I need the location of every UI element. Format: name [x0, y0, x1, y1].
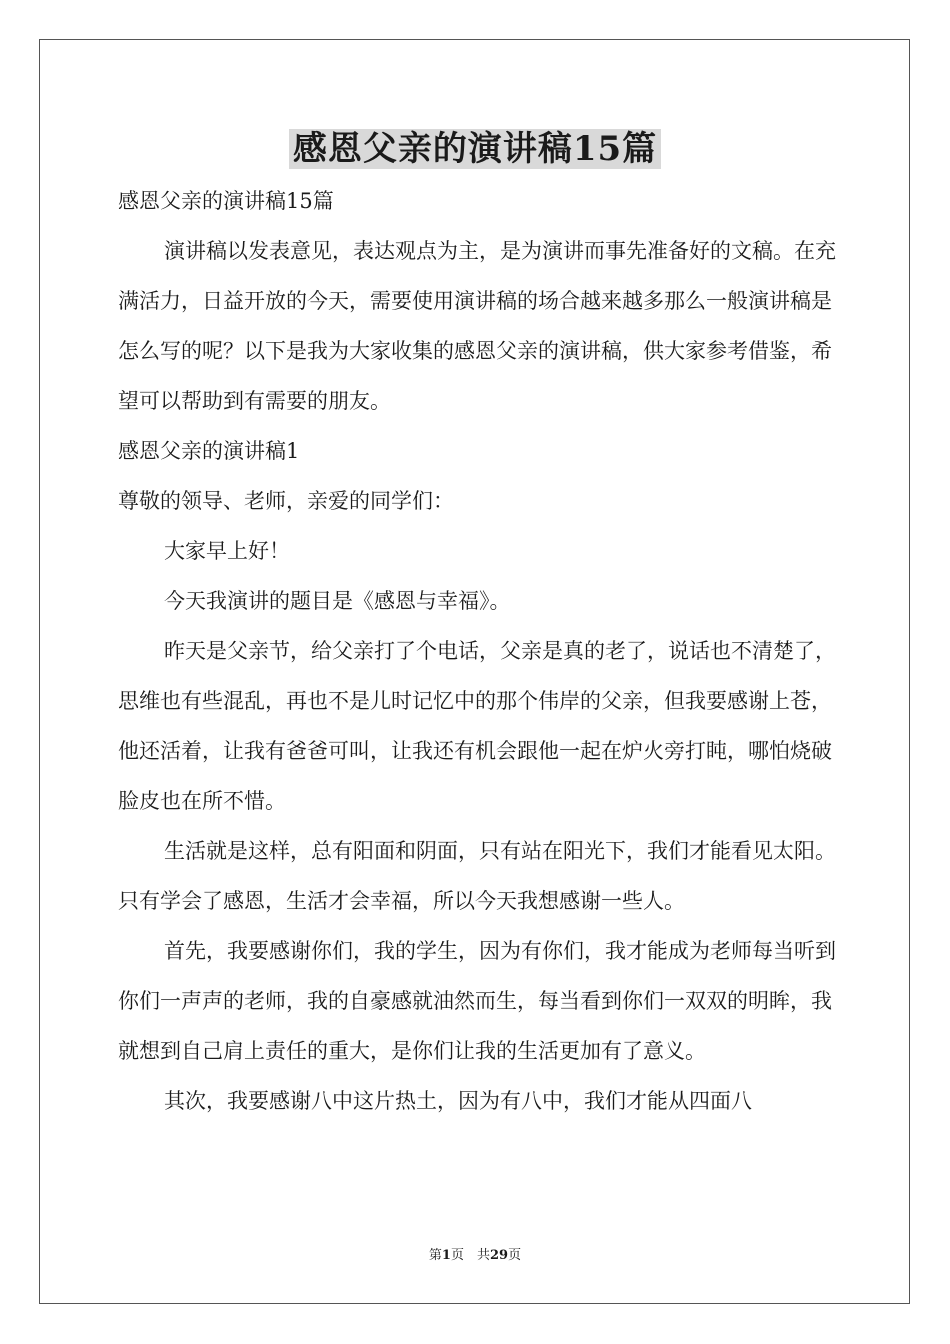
footer-prefix: 第: [428, 1248, 442, 1263]
paragraph: 其次，我要感谢八中这片热土，因为有八中，我们才能从四面八: [164, 1089, 752, 1113]
footer-mid: 页 共: [450, 1248, 490, 1263]
paragraph: 首先，我要感谢你们，我的学生，因为有你们，我才能成为老师每当听到你们一声声的老师，我的自豪感就油然而生，每当看到你们一双双的明眸，我就想到自己肩上责任的重大，是你们让我的生活更加有了意义。: [118, 939, 836, 1063]
page-footer: [0, 1246, 950, 1266]
paragraph: 大家早上好！: [164, 539, 290, 563]
document-title: [0, 124, 950, 174]
section-heading: 感恩父亲的演讲稿1: [118, 439, 300, 463]
footer-current-page: 1: [441, 1248, 451, 1263]
document-body: [118, 176, 838, 1126]
paragraph: 演讲稿以发表意见，表达观点为主，是为演讲而事先准备好的文稿。在充满活力，日益开放的今天，需要使用演讲稿的场合越来越多那么一般演讲稿是怎么写的呢？以下是我为大家收集的感恩父亲的演讲稿，供大家参考借鉴，希望可以帮助到有需要的朋友。: [118, 239, 836, 413]
paragraph: 昨天是父亲节，给父亲打了个电话，父亲是真的老了，说话也不清楚了，思维也有些混乱，再也不是儿时记忆中的那个伟岸的父亲，但我要感谢上苍，他还活着，让我有爸爸可叫，让我还有机会跟他一起在炉火旁打盹，哪怕烧破脸皮也在所不惜。: [118, 639, 836, 813]
paragraph: 今天我演讲的题目是《感恩与幸福》。: [164, 589, 511, 613]
salutation: 尊敬的领导、老师，亲爱的同学们：: [118, 489, 454, 513]
paragraph: 生活就是这样，总有阳面和阴面，只有站在阳光下，我们才能看见太阳。只有学会了感恩，生活才会幸福，所以今天我想感谢一些人。: [118, 839, 836, 913]
footer-total-pages: 29: [489, 1248, 509, 1263]
document-title-text: 感恩父亲的演讲稿15篇: [289, 129, 661, 169]
footer-suffix: 页: [508, 1248, 522, 1263]
subtitle: 感恩父亲的演讲稿15篇: [118, 189, 334, 213]
